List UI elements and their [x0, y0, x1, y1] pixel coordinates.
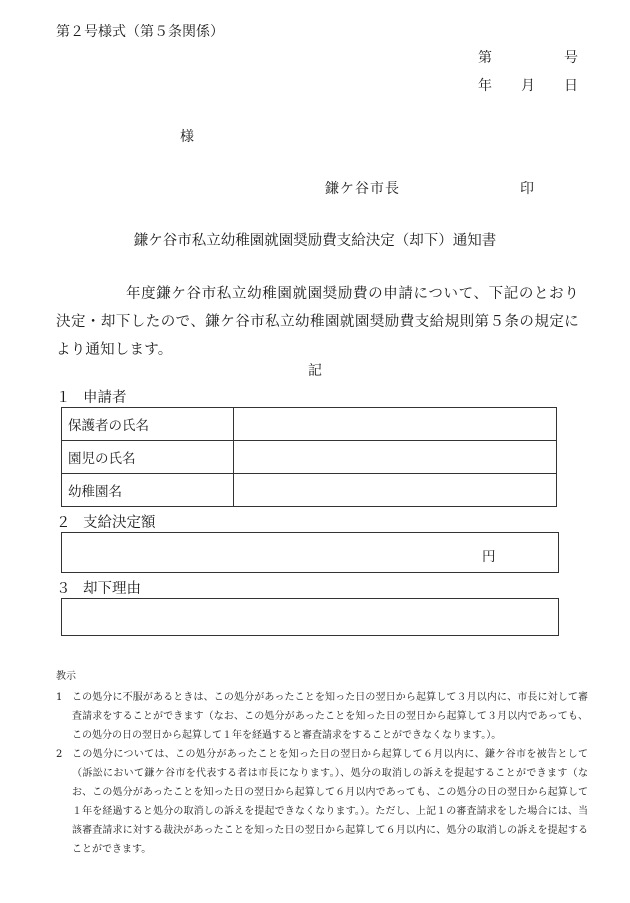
section-applicant-heading: [56, 386, 127, 407]
rejection-reason-field[interactable]: [61, 598, 559, 636]
kindergarten-name-label: 幼稚園名: [62, 474, 234, 507]
section-number: ２: [56, 515, 71, 531]
date-year: 年: [478, 78, 492, 94]
child-name-field[interactable]: [234, 441, 557, 474]
section-label: 却下理由: [83, 581, 141, 597]
section-label: 支給決定額: [83, 515, 156, 531]
note-text: この処分に不服があるときは、この処分があったことを知った日の翌日から起算して３月以内に、市長に対して審査請求をすることができます（なお、この処分があったことを知った日の翌日から起算して３月以内であっても、この処分の日の翌日から起算して１年を経過すると審査請求をすることができなくなります。）。: [72, 692, 588, 741]
number-prefix: 第: [478, 50, 492, 66]
date-line: [478, 75, 578, 95]
date-day: 日: [564, 78, 578, 94]
applicant-table: [61, 407, 557, 507]
number-suffix: 号: [564, 50, 578, 66]
kindergarten-name-field[interactable]: [234, 474, 557, 507]
table-row: [62, 441, 557, 474]
document-title: 鎌ケ谷市私立幼稚園就園奨励費支給決定（却下）通知書: [133, 233, 497, 249]
section-number: ３: [56, 581, 71, 597]
section-label: 申請者: [83, 390, 127, 406]
yen-unit: 円: [482, 549, 496, 565]
section-number: １: [56, 390, 71, 406]
list-item: [56, 688, 588, 745]
notes-title: 教示: [56, 671, 76, 682]
guardian-name-field[interactable]: [234, 408, 557, 441]
seal-mark: 印: [520, 181, 534, 197]
note-number: 1: [56, 692, 63, 703]
instructions-notes: [56, 667, 588, 859]
form-number: 第２号様式（第５条関係）: [56, 24, 224, 40]
child-name-label: 園児の氏名: [62, 441, 234, 474]
section-amount-heading: [56, 511, 156, 532]
note-number: 2: [56, 749, 63, 760]
notice-body: 年度鎌ケ谷市私立幼稚園就園奨励費の申請について、下記のとおり決定・却下したので、鎌ケ谷市私立幼稚園就園奨励費支給規則第５条の規定により通知します。: [56, 286, 579, 358]
ki-heading: 記: [308, 363, 322, 379]
date-month: 月: [521, 78, 535, 94]
section-reason-heading: [56, 577, 141, 598]
table-row: [62, 408, 557, 441]
document-number-line: [478, 47, 578, 67]
list-item: [56, 745, 588, 859]
table-row: [62, 474, 557, 507]
addressee-suffix: 様: [180, 129, 194, 145]
note-text: この処分については、この処分があったことを知った日の翌日から起算して６月以内に、鎌ケ谷市を被告として（訴訟において鎌ケ谷市を代表する者は市長になります。）、処分の取消しの訴えを提起することができます（なお、この処分があったことを知った日の翌日から起算して６月以内であっても、この処分の日の翌日から起算して１年を経過すると処分の取消しの訴えを提起できなくなります。）。ただし、上記１の審査請求をした場合には、当該審査請求に対する裁決があったことを知った日の翌日から起算して６月以内に、処分の取消しの訴えを提起することができます。: [72, 749, 588, 855]
issuer-title: 鎌ケ谷市長: [325, 181, 400, 197]
guardian-name-label: 保護者の氏名: [62, 408, 234, 441]
